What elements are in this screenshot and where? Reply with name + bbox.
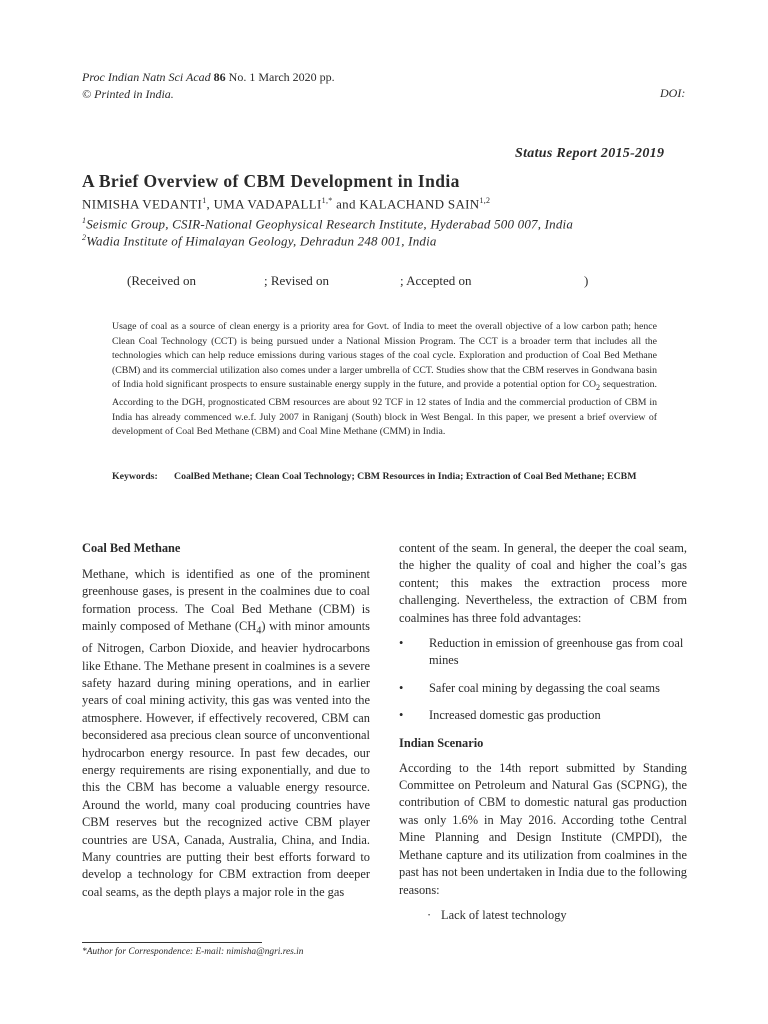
affiliation-text: Seismic Group, CSIR-National Geophysical Research Institute, Hyderabad 500 007, India — [86, 216, 574, 232]
affiliation-1 — [82, 216, 573, 232]
left-column — [82, 540, 370, 901]
abstract-subscript: 2 — [596, 383, 601, 393]
bullet-icon: · — [427, 907, 432, 922]
bullet-icon: • — [399, 636, 404, 651]
advantages-list — [399, 635, 687, 725]
section-heading-indian-scenario: Indian Scenario — [399, 735, 484, 750]
footnote: *Author for Correspondence: E-mail: nimisha@ngri.res.in — [82, 947, 304, 957]
list-item-text: Reduction in emission of greenhouse gas from coal mines — [429, 636, 684, 668]
affiliation-2 — [82, 233, 437, 249]
received-label: (Received on — [127, 273, 196, 288]
journal-abbrev: Proc Indian Natn Sci Acad — [82, 70, 211, 84]
list-item — [399, 680, 687, 697]
journal-issue: No. 1 March 2020 pp. — [225, 70, 335, 84]
accepted-label: ; Accepted on — [400, 273, 472, 288]
body-paragraph — [82, 566, 370, 901]
list-item-text: Safer coal mining by degassing the coal seams — [429, 680, 660, 695]
journal-citation — [82, 69, 335, 86]
journal-volume: 86 — [213, 70, 226, 84]
abstract-text: Usage of coal as a source of clean energy is a priority area for Govt. of India to meet the overall objective of a low carbon path; hence Clean Coal Technology (CCT) is being pursued under a National Mission Program. The CCT is a broader term that includes all the technologies which can help reduce emissions during various stages of the coal cycle. Exploration and production of Coal Bed Methane (CBM) and its commercial utilization also comes under a larger umbrella of CCT. Studies show that the CBM reserves in Gondwana basin of India hold significant prospects to ensure sustainable energy supply in the future, and provide a potential option for CO — [112, 321, 657, 391]
author-name: , UMA VADAPALLI — [206, 196, 322, 212]
list-item-text: Lack of latest technology — [441, 907, 567, 922]
keywords-text: CoalBed Methane; Clean Coal Technology; CBM Resources in India; Extraction of Coal Bed Methane; ECBM — [174, 471, 637, 482]
author-list — [82, 196, 490, 212]
affiliation-text: Wadia Institute of Himalayan Geology, Dehradun 248 001, India — [86, 233, 437, 249]
list-item-text: Increased domestic gas production — [429, 708, 601, 723]
abstract-text: sequestration. According to the DGH, prognosticated CBM resources are about 92 TCF in 12 states of India and the commercial production of CBM in India has already commenced w.e.f. July 2007 in Raniganj (South) block in West Bengal. In this paper, we present a brief overview of development of Coal Bed Methane (CBM) and Coal Mine Methane (CMM) in India. — [112, 379, 658, 438]
body-subscript: 4 — [256, 625, 262, 637]
body-paragraph: According to the 14th report submitted by Standing Committee on Petroleum and Natural Gas (SCPNG), the contribution of CBM to domestic natural gas production was only 1.6% in May 2016. According tothe Central Mine Planning and Design Institute (CMPDI), the Methane capture and its utilization from coalmines in the past has not been undertaken in India due to the following reasons: — [399, 760, 687, 897]
journal-header — [82, 69, 335, 103]
printed-notice: © Printed in India. — [82, 87, 174, 101]
sub-list-item — [399, 907, 687, 924]
author-name: and KALACHAND SAIN — [332, 196, 480, 212]
paper-title: A Brief Overview of CBM Development in India — [82, 171, 460, 191]
affiliation-sup: 1 — [82, 216, 87, 225]
right-column — [399, 540, 687, 924]
section-heading-coal-bed-methane: Coal Bed Methane — [82, 541, 181, 555]
keywords-label: Keywords: — [112, 471, 158, 482]
received-close: ) — [584, 273, 589, 288]
body-paragraph: content of the seam. In general, the deeper the coal seam, the higher the quality of coal and higher the coal’s gas content; this makes the extraction process more challenging. Nevertheless, the extraction of CBM from coalmines has three fold advantages: — [399, 541, 687, 625]
revised-label: ; Revised on — [264, 273, 329, 288]
list-item — [399, 635, 687, 670]
bullet-icon: • — [399, 680, 404, 695]
author-sup: 1 — [202, 196, 207, 205]
author-name: NIMISHA VEDANTI — [82, 196, 203, 212]
footnote-divider — [82, 942, 262, 943]
author-sup: 1,* — [321, 196, 333, 205]
keywords — [112, 470, 657, 484]
affiliation-sup: 2 — [82, 233, 87, 242]
author-sup: 1,2 — [479, 196, 491, 205]
body-text: Methane, which is identified as one of the prominent greenhouse gases, is present in the coalmines due to coal formation process. The Coal Bed Methane (CBM) is mainly composed of Methane (CH — [82, 567, 370, 634]
doi-label: DOI: — [660, 86, 686, 100]
list-item — [399, 707, 687, 724]
bullet-icon: • — [399, 708, 404, 723]
abstract — [112, 320, 657, 440]
status-label: Status Report 2015-2019 — [515, 146, 665, 161]
body-text: ) with minor amounts of Nitrogen, Carbon Dioxide, and heavier hydrocarbons like Ethane. The Methane present in coalmines is a severe safety hazard during mining operations, and in earlier years of coal mining activity, this gas was vented into the atmosphere. However, if effectively recovered, CBM can beconsidered asa precious clean source of unconventional hydrocarbon energy resource. In past few decades, our energy requirements are rising exponentially, and due to this the CBM has become a valuable energy resource. Around the world, many coal producing countries have CBM reserves but the recognized active CBM player countries are USA, Canada, Australia, China, and India. Many countries are putting their best efforts forward to develop a technology for CBM extraction from deeper coal seams, as the depth plays a major role in the gas — [82, 619, 370, 899]
